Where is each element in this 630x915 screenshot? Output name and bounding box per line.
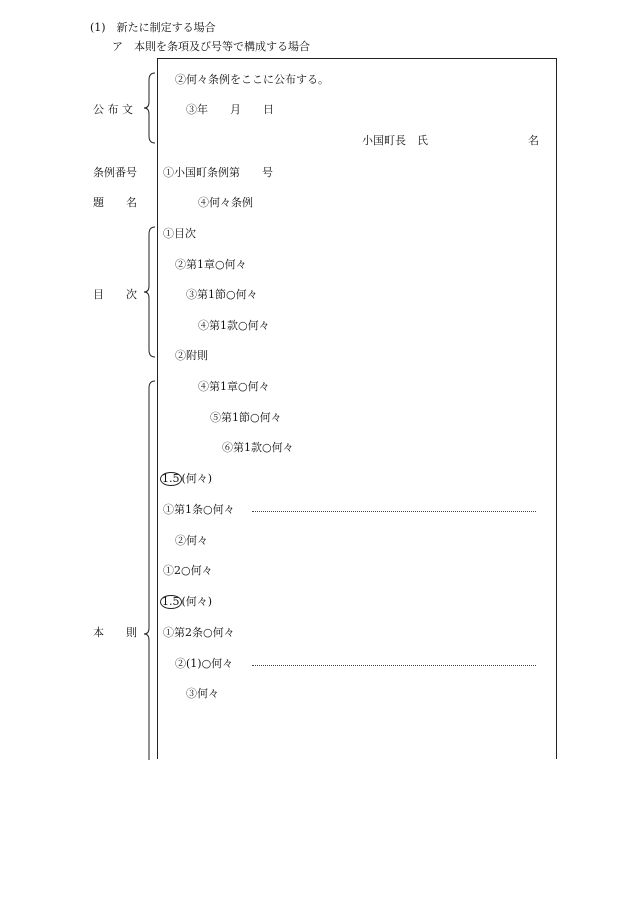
subsection-heading-body: ⑥第1款○何々 xyxy=(222,441,294,454)
toc-item: ①目次 xyxy=(163,227,196,240)
circled-marker: 1.5 xyxy=(162,595,180,608)
caption-line xyxy=(160,472,212,486)
brace-promulgation xyxy=(143,72,157,144)
name-suffix: 名 xyxy=(528,134,539,147)
label-toc: 目 次 xyxy=(93,288,137,301)
dotted-leader xyxy=(252,511,536,512)
caption-text: (何々) xyxy=(181,595,213,608)
label-title: 題 名 xyxy=(93,196,137,209)
label-promulgation: 公 布 文 xyxy=(93,103,133,116)
toc-item: ③第1節○何々 xyxy=(186,288,258,301)
brace-main-provisions xyxy=(143,380,157,760)
mayor-name: 小国町長 氏 xyxy=(362,134,428,147)
ordinance-title: ④何々条例 xyxy=(198,196,253,209)
dotted-leader xyxy=(252,665,536,666)
toc-item: ②附則 xyxy=(175,349,208,362)
label-ordinance-number: 条例番号 xyxy=(93,166,137,179)
circled-marker: 1.5 xyxy=(162,472,180,485)
promulgation-line: ②何々条例をここに公布する。 xyxy=(175,73,329,86)
label-main-provisions: 本 則 xyxy=(93,626,137,639)
caption-text: (何々) xyxy=(181,472,213,485)
article-heading: ①第1条○何々 xyxy=(163,503,235,516)
brace-toc xyxy=(143,226,157,358)
toc-item: ④第1款○何々 xyxy=(198,319,270,332)
chapter-heading: ④第1章○何々 xyxy=(198,380,270,393)
paragraph: ①2○何々 xyxy=(163,564,213,577)
section-heading-body: ⑤第1節○何々 xyxy=(210,411,282,424)
article-heading: ①第2条○何々 xyxy=(163,626,235,639)
caption-line xyxy=(160,595,212,609)
subsection-heading: ア 本則を条項及び号等で構成する場合 xyxy=(112,40,310,53)
document-frame xyxy=(157,58,557,759)
ordinance-number: ①小国町条例第 号 xyxy=(163,166,273,179)
paragraph: ②何々 xyxy=(175,534,208,547)
toc-item: ②第1章○何々 xyxy=(175,258,247,271)
item-line: ③何々 xyxy=(186,687,219,700)
section-heading: (1) 新たに制定する場合 xyxy=(90,21,216,34)
promulgation-date: ③年 月 日 xyxy=(186,103,274,116)
item-line: ②(1)○何々 xyxy=(175,657,234,670)
